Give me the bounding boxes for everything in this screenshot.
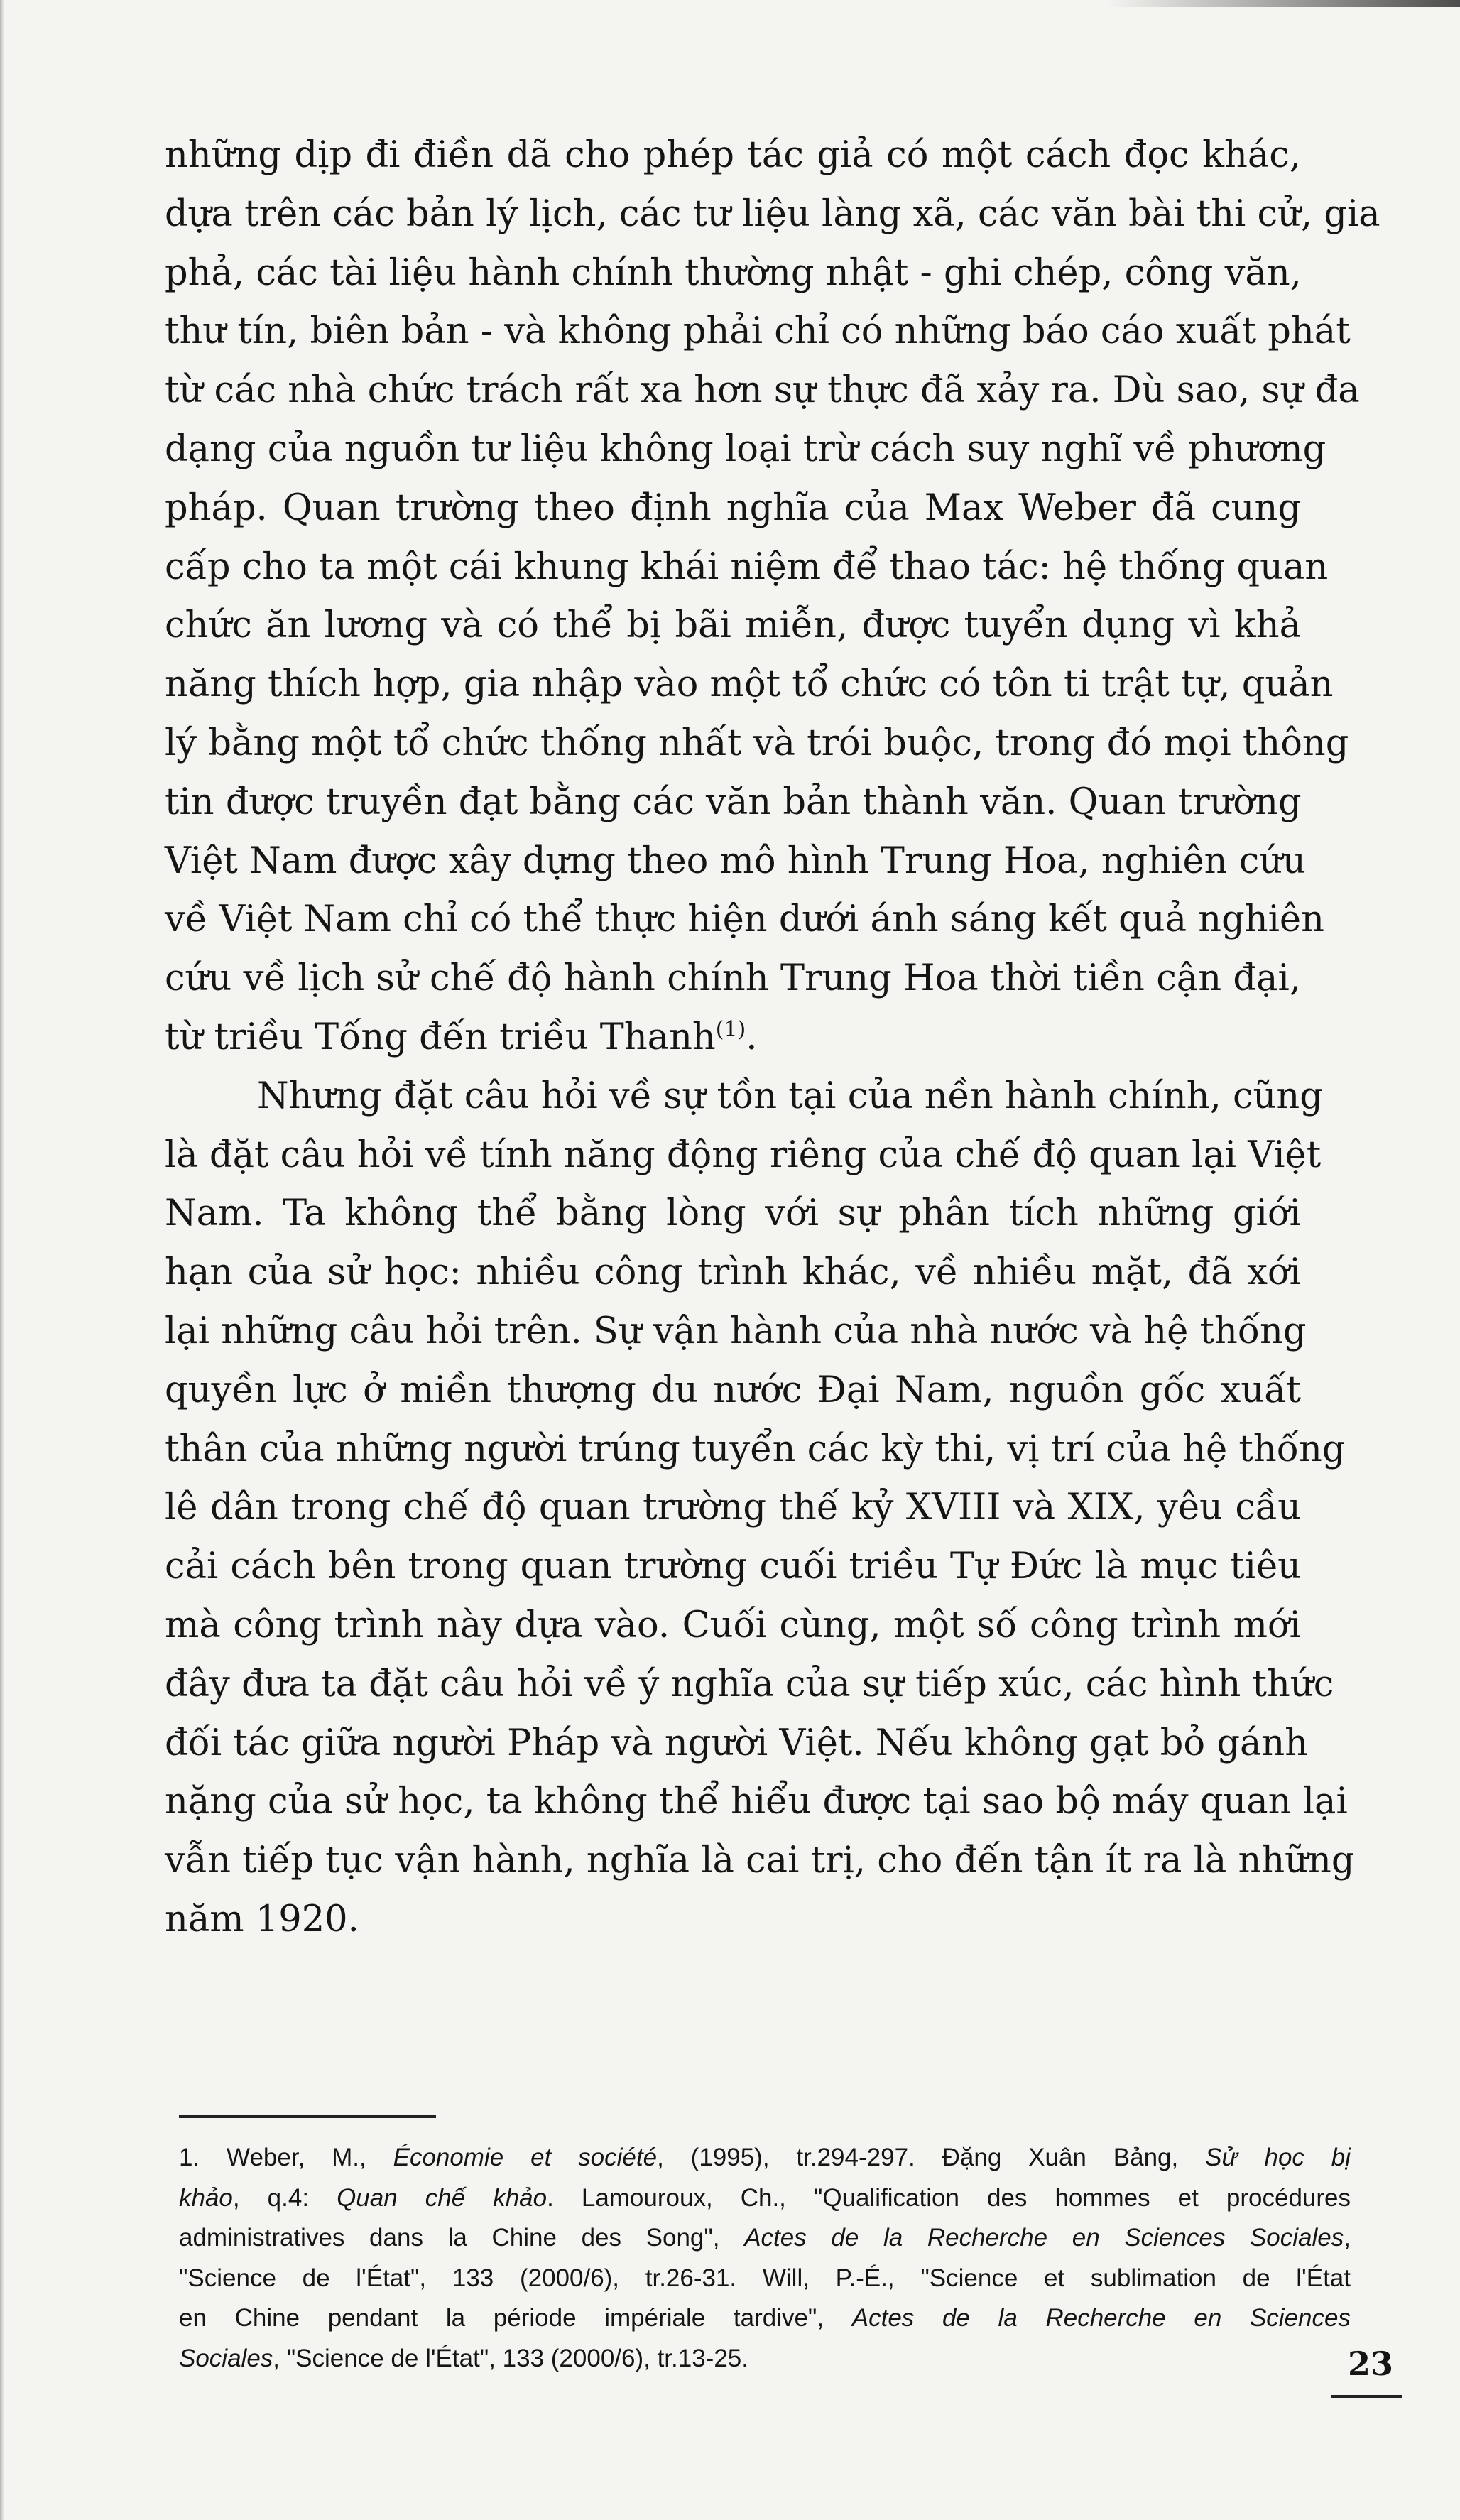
text-line: là đặt câu hỏi về tính năng động riêng của chế độ quan lại Việt [165, 1134, 1322, 1176]
text-line: từ các nhà chức trách rất xa hơn sự thực đã xảy ra. Dù sao, sự đa [165, 369, 1360, 412]
text-line: vẫn tiếp tục vận hành, nghĩa là cai trị, cho đến tận ít ra là những [165, 1840, 1355, 1882]
footnote-line: "Science de l'État", 133 (2000/6), tr.26-31. Will, P.-É., "Science et sublimation de l'État [179, 2264, 1351, 2292]
text-line: dạng của nguồn tư liệu không loại trừ cách suy nghĩ về phương [165, 428, 1326, 470]
body-paragraph [165, 126, 1380, 1068]
text-line: Việt Nam được xây dựng theo mô hình Trung Hoa, nghiên cứu [165, 840, 1306, 882]
text-line: năng thích hợp, gia nhập vào một tổ chức có tôn ti trật tự, quản [165, 663, 1334, 706]
footnote-separator [179, 2115, 436, 2118]
footnote-line: 1. Weber, M., Économie et société, (1995), tr.294-297. Đặng Xuân Bảng, Sử học bị [179, 2144, 1351, 2171]
text-line: năm 1920. [165, 1898, 359, 1940]
page-number-underline [1331, 2395, 1402, 2398]
footnote-line: khảo, q.4: Quan chế khảo. Lamouroux, Ch., "Qualification des hommes et procédures [179, 2183, 1351, 2212]
text-line: mà công trình này dựa vào. Cuối cùng, một số công trình mới [165, 1604, 1301, 1646]
footnote-line: administratives dans la Chine des Song", Actes de la Recherche en Sciences Sociales, [179, 2224, 1351, 2252]
text-line: từ triều Tống đến triều Thanh$^{(1)}$. [165, 1016, 758, 1058]
text-line: chức ăn lương và có thể bị bãi miễn, được tuyển dụng vì khả [165, 604, 1301, 647]
text-line: thân của những người trúng tuyển các kỳ thi, vị trí của hệ thống [165, 1428, 1346, 1470]
footnote-reference[interactable]: (1) [715, 1016, 746, 1042]
footnote-line: en Chine pendant la période impériale tardive", Actes de la Recherche en Sciences [179, 2304, 1351, 2332]
scan-left-edge-shadow [0, 0, 4, 2520]
text-line: lê dân trong chế độ quan trường thế kỷ XVIII và XIX, yêu cầu [165, 1487, 1301, 1529]
text-line: tin được truyền đạt bằng các văn bản thành văn. Quan trường [165, 781, 1302, 823]
text-line: quyền lực ở miền thượng du nước Đại Nam, nguồn gốc xuất [165, 1369, 1301, 1411]
footnote [179, 2138, 1351, 2379]
text-line: những dịp đi điền dã cho phép tác giả có một cách đọc khác, [165, 134, 1301, 176]
text-line: đây đưa ta đặt câu hỏi về ý nghĩa của sự tiếp xúc, các hình thức [165, 1663, 1334, 1705]
body-paragraph [165, 1068, 1355, 1950]
main-text [165, 126, 1380, 1950]
text-line: lý bằng một tổ chức thống nhất và trói buộc, trong đó mọi thông [165, 722, 1349, 764]
text-line: Nam. Ta không thể bằng lòng với sự phân tích những giới [165, 1193, 1301, 1235]
text-line: dựa trên các bản lý lịch, các tư liệu làng xã, các văn bài thi cử, gia [165, 192, 1380, 235]
text-line: cứu về lịch sử chế độ hành chính Trung Hoa thời tiền cận đại, [165, 957, 1301, 1000]
text-line: hạn của sử học: nhiều công trình khác, về nhiều mặt, đã xới [165, 1251, 1301, 1294]
text-line: pháp. Quan trường theo định nghĩa của Max Weber đã cung [165, 487, 1301, 529]
footnote-line: Sociales, "Science de l'État", 133 (2000/6), tr.13-25. [179, 2344, 748, 2372]
text-line: thư tín, biên bản - và không phải chỉ có những báo cáo xuất phát [165, 310, 1351, 353]
text-line: cải cách bên trong quan trường cuối triều Tự Đức là mục tiêu [165, 1546, 1301, 1588]
scan-top-edge-shadow [1108, 0, 1460, 7]
text-line: Nhưng đặt câu hỏi về sự tồn tại của nền hành chính, cũng [257, 1075, 1323, 1117]
text-line: đối tác giữa người Pháp và người Việt. Nếu không gạt bỏ gánh [165, 1722, 1309, 1764]
text-line: phả, các tài liệu hành chính thường nhật - ghi chép, công văn, [165, 251, 1302, 294]
text-line: về Việt Nam chỉ có thể thực hiện dưới ánh sáng kết quả nghiên [165, 898, 1324, 941]
text-line: lại những câu hỏi trên. Sự vận hành của nhà nước và hệ thống [165, 1310, 1307, 1352]
text-line: cấp cho ta một cái khung khái niệm để thao tác: hệ thống quan [165, 545, 1329, 588]
page-number: 23 [1347, 2345, 1393, 2383]
text-line: nặng của sử học, ta không thể hiểu được tại sao bộ máy quan lại [165, 1781, 1348, 1823]
